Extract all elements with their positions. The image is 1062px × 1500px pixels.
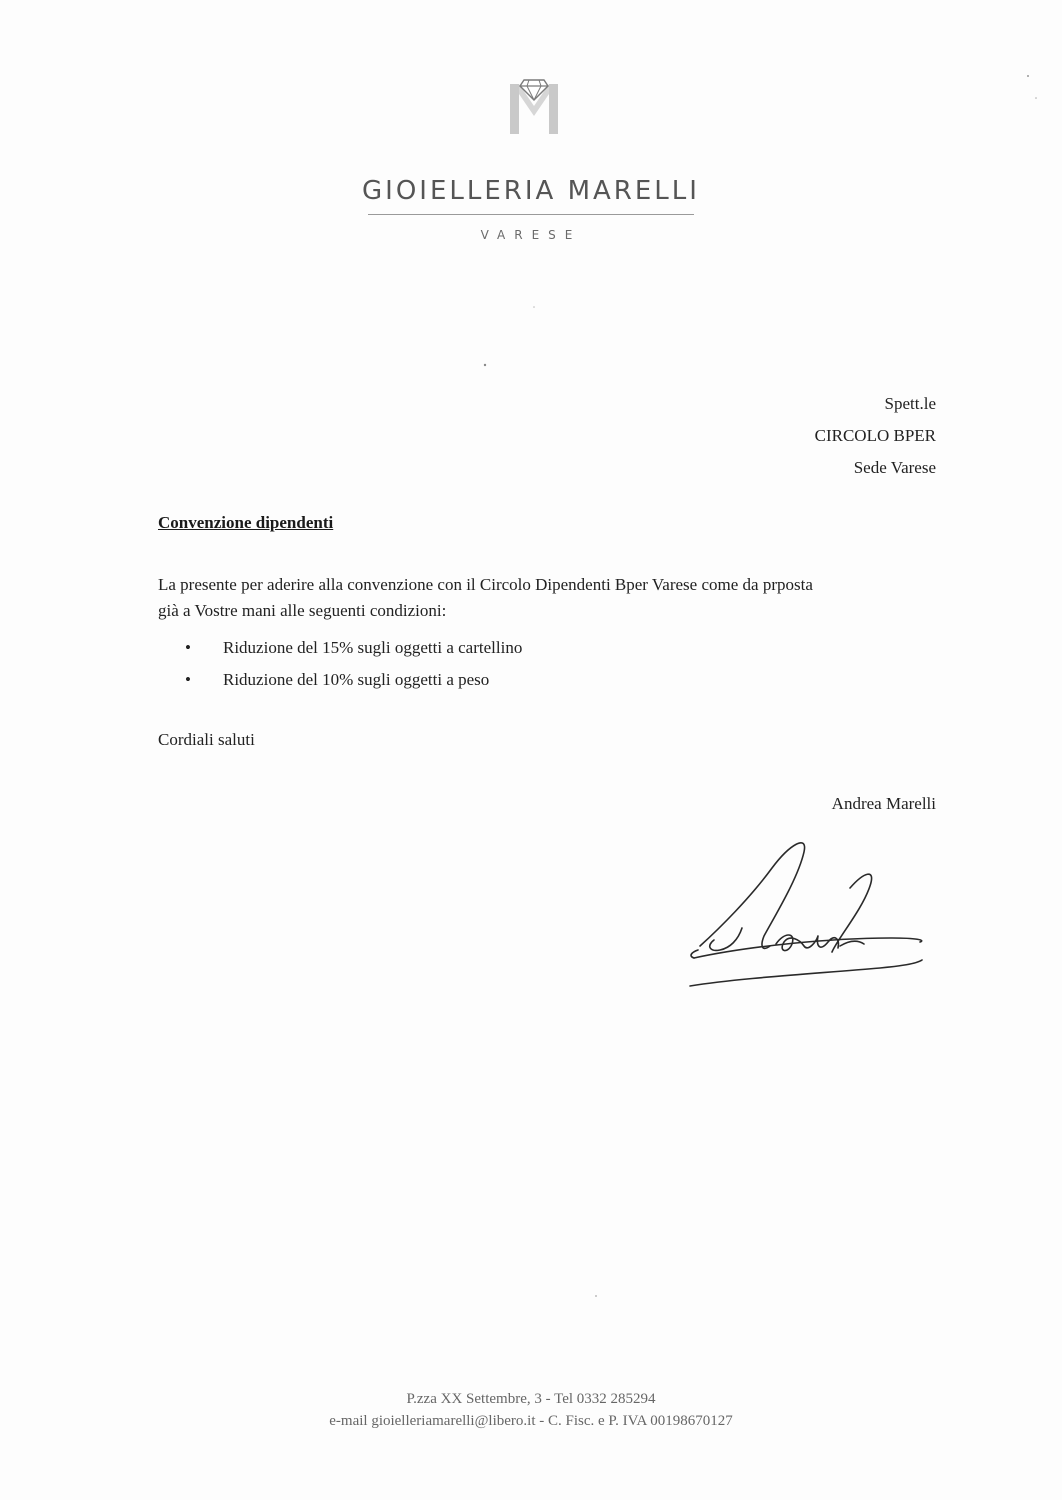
condition-text: Riduzione del 10% sugli oggetti a peso (223, 670, 490, 689)
body-line: già a Vostre mani alle seguenti condizioni: (158, 601, 447, 620)
closing-salutation: Cordiali saluti (158, 730, 255, 749)
bullet-icon: • (185, 638, 191, 657)
letter-footer (0, 1388, 1062, 1432)
recipient-block (815, 388, 936, 484)
brand-divider (368, 214, 694, 215)
bullet-icon: • (185, 670, 191, 689)
list-item (185, 632, 522, 664)
recipient-line: Sede Varese (853, 458, 936, 477)
brand-city: VARESE (480, 228, 582, 242)
body-line: La presente per aderire alla convenzione con il Circolo Dipendenti Bper Varese come da prposta (158, 575, 813, 594)
list-item (185, 664, 522, 696)
diamond-m-logo-icon (500, 70, 568, 138)
handwritten-signature-icon (680, 828, 940, 998)
conditions-list (185, 632, 522, 696)
body-paragraph (158, 572, 938, 624)
recipient-line: Spett.le (884, 394, 936, 413)
footer-contacts: e-mail gioielleriamarelli@libero.it - C. Fisc. e P. IVA 00198670127 (329, 1413, 733, 1429)
signer-name: Andrea Marelli (831, 794, 936, 813)
brand-name: GIOIELLERIA MARELLI (362, 176, 700, 206)
footer-address: P.zza XX Settembre, 3 - Tel 0332 285294 (406, 1391, 656, 1407)
recipient-line: CIRCOLO BPER (814, 426, 936, 445)
condition-text: Riduzione del 15% sugli oggetti a cartellino (223, 638, 523, 657)
letter-subject: Convenzione dipendenti (158, 513, 334, 532)
